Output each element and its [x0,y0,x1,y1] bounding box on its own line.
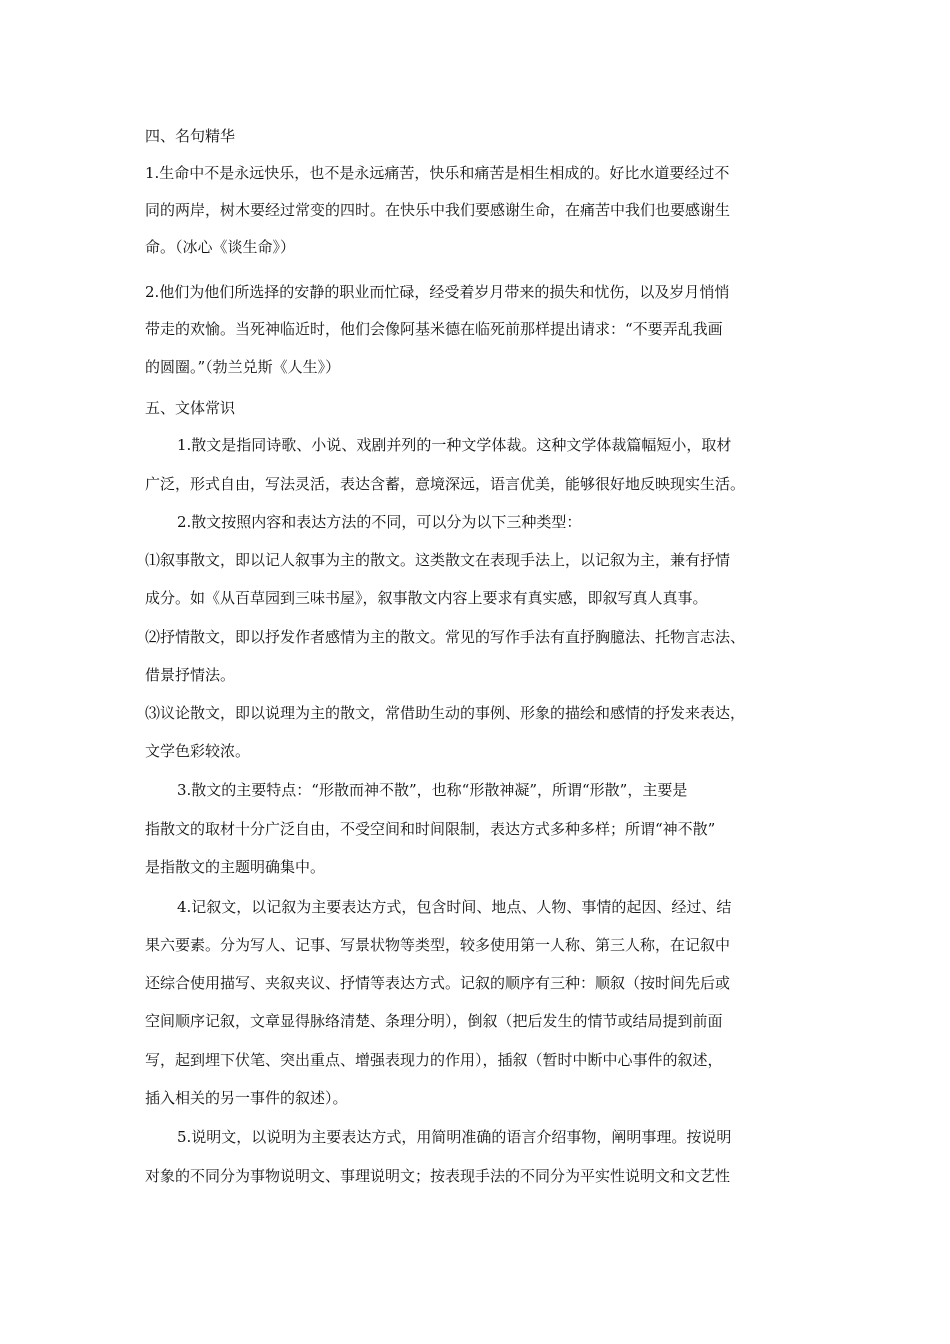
item-1-line-2: 广泛，形式自由，写法灵活，表达含蓄，意境深远，语言优美，能够很好地反映现实生活。 [145,475,746,493]
item-5-line-1: 5.说明文，以说明为主要表达方式，用简明准确的语言介绍事物，阐明事理。按说明 [177,1128,732,1146]
item-3-line-1: 3.散文的主要特点：“形散而神不散”，也称“形散神凝”，所谓“形散”，主要是 [177,781,688,799]
quote-2-line-2: 带走的欢愉。当死神临近时，他们会像阿基米德在临死前那样提出请求：“不要弄乱我画 [145,320,723,338]
sub-item-2-line-2: 借景抒情法。 [145,666,236,684]
quote-1-line-1: 1.生命中不是永远快乐，也不是永远痛苦，快乐和痛苦是相生相成的。好比水道要经过不 [145,164,730,182]
quote-1-line-2: 同的两岸，树木要经过常变的四时。在快乐中我们要感谢生命，在痛苦中我们也要感谢生 [145,201,731,219]
quote-2-line-3: 的圆圈。”（勃兰兑斯《人生》） [145,358,341,376]
item-4-line-3: 还综合使用描写、夹叙夹议、抒情等表达方式。记叙的顺序有三种：顺叙（按时间先后或 [145,974,731,992]
sub-item-1-line-2: 成分。如《从百草园到三味书屋》，叙事散文内容上要求有真实感，即叙写真人真事。 [145,589,708,607]
item-4-line-1: 4.记叙文，以记叙为主要表达方式，包含时间、地点、人物、事情的起因、经过、结 [177,898,732,916]
sub-item-3-line-1: ⑶议论散文，即以说理为主的散文，常借助生动的事例、形象的描绘和感情的抒发来表达， [145,704,746,722]
sub-item-1-line-1: ⑴叙事散文，即以记人叙事为主的散文。这类散文在表现手法上，以记叙为主，兼有抒情 [145,551,731,569]
item-4-line-6: 插入相关的另一事件的叙述）。 [145,1089,348,1107]
quote-1-line-3: 命。（冰心《谈生命》） [145,238,296,256]
section-heading-famous-quotes: 四、名句精华 [145,127,236,145]
item-2-line-1: 2.散文按照内容和表达方法的不同，可以分为以下三种类型： [177,513,582,531]
item-1-line-1: 1.散文是指同诗歌、小说、戏剧并列的一种文学体裁。这种文学体裁篇幅短小，取材 [177,436,732,454]
item-4-line-5: 写，起到埋下伏笔、突出重点、增强表现力的作用），插叙（暂时中断中心事件的叙述， [145,1051,723,1069]
section-heading-genre-knowledge: 五、文体常识 [145,399,236,417]
sub-item-2-line-1: ⑵抒情散文，即以抒发作者感情为主的散文。常见的写作手法有直抒胸臆法、托物言志法、 [145,628,746,646]
item-4-line-2: 果六要素。分为写人、记事、写景状物等类型，较多使用第一人称、第三人称，在记叙中 [145,936,731,954]
item-4-line-4: 空间顺序记叙，文章显得脉络清楚、条理分明），倒叙（把后发生的情节或结局提到前面 [145,1012,723,1030]
item-5-line-2: 对象的不同分为事物说明文、事理说明文；按表现手法的不同分为平实性说明文和文艺性 [145,1167,731,1185]
quote-2-line-1: 2.他们为他们所选择的安静的职业而忙碌，经受着岁月带来的损失和忧伤，以及岁月悄悄 [145,283,730,301]
item-3-line-2: 指散文的取材十分广泛自由，不受空间和时间限制，表达方式多种多样；所谓“神不散” [145,820,716,838]
sub-item-3-line-2: 文学色彩较浓。 [145,742,251,760]
item-3-line-3: 是指散文的主题明确集中。 [145,858,326,876]
